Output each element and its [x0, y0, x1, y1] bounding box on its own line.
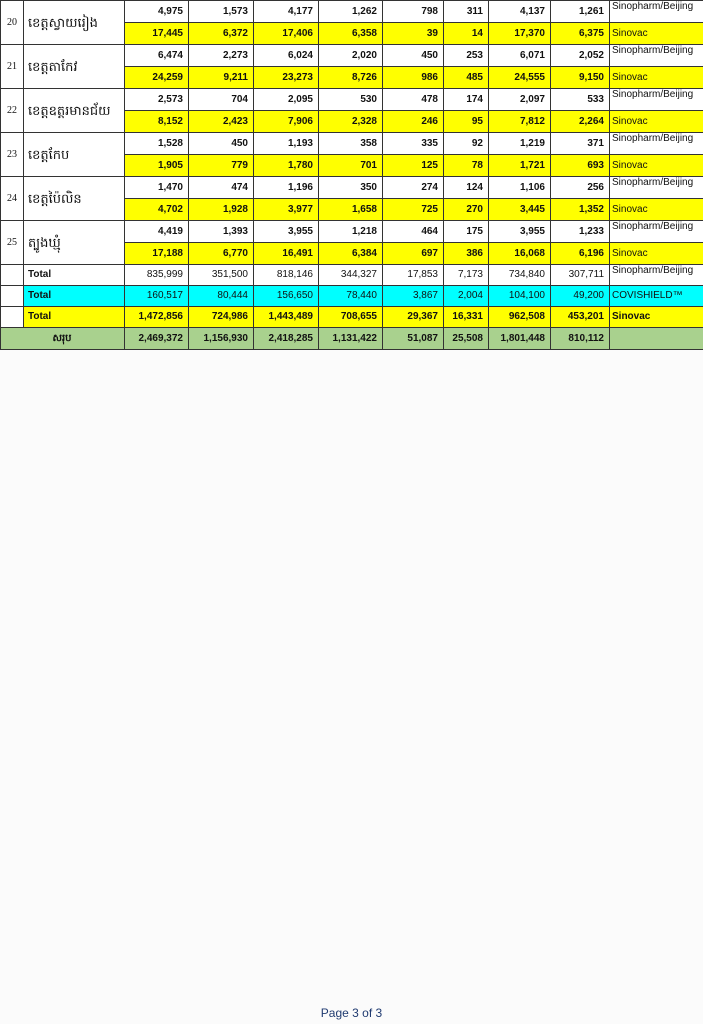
value-cell: 256: [551, 177, 610, 199]
table-row: [1, 45, 703, 67]
value-cell: 78: [444, 155, 489, 177]
value-cell: 3,955: [489, 221, 551, 243]
vaccine-label: COVISHIELD™: [610, 286, 703, 307]
value-cell: 25,508: [444, 328, 489, 350]
vaccine-label: Sinopharm/Beijing: [610, 177, 703, 199]
value-cell: 174: [444, 89, 489, 111]
value-cell: 1,262: [319, 1, 383, 23]
value-cell: 274: [383, 177, 444, 199]
value-cell: 3,445: [489, 199, 551, 221]
value-cell: 6,358: [319, 23, 383, 45]
value-cell: 1,658: [319, 199, 383, 221]
blank-cell: [1, 286, 24, 307]
province-name: ខេត្តស្វាយរៀង: [24, 1, 125, 45]
value-cell: 3,955: [254, 221, 319, 243]
value-cell: 1,470: [125, 177, 189, 199]
value-cell: 4,419: [125, 221, 189, 243]
value-cell: 17,188: [125, 243, 189, 265]
value-cell: 49,200: [551, 286, 610, 307]
value-cell: 358: [319, 133, 383, 155]
value-cell: 17,370: [489, 23, 551, 45]
value-cell: 311: [444, 1, 489, 23]
value-cell: 810,112: [551, 328, 610, 350]
value-cell: 7,906: [254, 111, 319, 133]
value-cell: 270: [444, 199, 489, 221]
value-cell: 4,702: [125, 199, 189, 221]
table-row: [1, 1, 703, 23]
value-cell: 798: [383, 1, 444, 23]
total-label: Total: [24, 307, 125, 328]
value-cell: 453,201: [551, 307, 610, 328]
total-row-sinopharm: [1, 265, 703, 286]
value-cell: 39: [383, 23, 444, 45]
value-cell: 24,555: [489, 67, 551, 89]
value-cell: 1,219: [489, 133, 551, 155]
value-cell: 697: [383, 243, 444, 265]
value-cell: 156,650: [254, 286, 319, 307]
value-cell: 818,146: [254, 265, 319, 286]
value-cell: 6,384: [319, 243, 383, 265]
value-cell: 1,721: [489, 155, 551, 177]
total-row-covishield: [1, 286, 703, 307]
table-row: [1, 221, 703, 243]
value-cell: 9,150: [551, 67, 610, 89]
total-label: Total: [24, 286, 125, 307]
value-cell: 533: [551, 89, 610, 111]
value-cell: 6,071: [489, 45, 551, 67]
province-number: 25: [1, 221, 24, 265]
value-cell: 474: [189, 177, 254, 199]
vaccination-table: [0, 0, 703, 350]
vaccine-label: Sinovac: [610, 199, 703, 221]
value-cell: 16,068: [489, 243, 551, 265]
table-row: [1, 177, 703, 199]
value-cell: 16,491: [254, 243, 319, 265]
value-cell: 1,443,489: [254, 307, 319, 328]
value-cell: 1,928: [189, 199, 254, 221]
vaccine-label: Sinovac: [610, 155, 703, 177]
value-cell: 1,218: [319, 221, 383, 243]
value-cell: 78,440: [319, 286, 383, 307]
value-cell: 17,853: [383, 265, 444, 286]
value-cell: 725: [383, 199, 444, 221]
value-cell: 253: [444, 45, 489, 67]
vaccine-label: Sinovac: [610, 243, 703, 265]
value-cell: 335: [383, 133, 444, 155]
blank-cell: [1, 307, 24, 328]
province-number: 24: [1, 177, 24, 221]
value-cell: 4,177: [254, 1, 319, 23]
value-cell: 3,977: [254, 199, 319, 221]
value-cell: 2,273: [189, 45, 254, 67]
blank-cell: [610, 328, 703, 350]
province-name: ត្បូងឃ្មុំ: [24, 221, 125, 265]
value-cell: 92: [444, 133, 489, 155]
value-cell: 6,372: [189, 23, 254, 45]
value-cell: 2,020: [319, 45, 383, 67]
value-cell: 3,867: [383, 286, 444, 307]
vaccine-label: Sinovac: [610, 23, 703, 45]
value-cell: 1,573: [189, 1, 254, 23]
value-cell: 1,905: [125, 155, 189, 177]
value-cell: 23,273: [254, 67, 319, 89]
value-cell: 351,500: [189, 265, 254, 286]
value-cell: 478: [383, 89, 444, 111]
vaccine-label: Sinovac: [610, 307, 703, 328]
value-cell: 530: [319, 89, 383, 111]
value-cell: 450: [189, 133, 254, 155]
province-name: ខេត្តឧត្តរមានជ័យ: [24, 89, 125, 133]
value-cell: 6,024: [254, 45, 319, 67]
value-cell: 125: [383, 155, 444, 177]
value-cell: 1,393: [189, 221, 254, 243]
value-cell: 1,261: [551, 1, 610, 23]
grand-total-label: សរុប: [1, 328, 125, 350]
value-cell: 2,264: [551, 111, 610, 133]
value-cell: 464: [383, 221, 444, 243]
value-cell: 386: [444, 243, 489, 265]
value-cell: 1,780: [254, 155, 319, 177]
province-name: ខេត្តប៉ៃលិន: [24, 177, 125, 221]
value-cell: 7,173: [444, 265, 489, 286]
total-label: Total: [24, 265, 125, 286]
value-cell: 6,474: [125, 45, 189, 67]
total-row-sinovac: [1, 307, 703, 328]
grand-total-row: [1, 328, 703, 350]
value-cell: 8,152: [125, 111, 189, 133]
province-number: 23: [1, 133, 24, 177]
value-cell: 16,331: [444, 307, 489, 328]
province-number: 21: [1, 45, 24, 89]
value-cell: 708,655: [319, 307, 383, 328]
province-number: 22: [1, 89, 24, 133]
page-footer: Page 3 of 3: [320, 1006, 383, 1020]
value-cell: 2,004: [444, 286, 489, 307]
value-cell: 450: [383, 45, 444, 67]
value-cell: 704: [189, 89, 254, 111]
value-cell: 701: [319, 155, 383, 177]
value-cell: 344,327: [319, 265, 383, 286]
value-cell: 104,100: [489, 286, 551, 307]
value-cell: 246: [383, 111, 444, 133]
vaccine-label: Sinopharm/Beijing: [610, 221, 703, 243]
value-cell: 350: [319, 177, 383, 199]
value-cell: 1,472,856: [125, 307, 189, 328]
province-number: 20: [1, 1, 24, 45]
value-cell: 4,137: [489, 1, 551, 23]
value-cell: 2,097: [489, 89, 551, 111]
value-cell: 6,196: [551, 243, 610, 265]
vaccine-label: Sinopharm/Beijing: [610, 45, 703, 67]
province-name: ខេត្តតាកែវ: [24, 45, 125, 89]
value-cell: 2,469,372: [125, 328, 189, 350]
value-cell: 307,711: [551, 265, 610, 286]
table-row: [1, 133, 703, 155]
value-cell: 17,445: [125, 23, 189, 45]
value-cell: 6,770: [189, 243, 254, 265]
value-cell: 175: [444, 221, 489, 243]
vaccine-label: Sinopharm/Beijing: [610, 133, 703, 155]
value-cell: 17,406: [254, 23, 319, 45]
value-cell: 693: [551, 155, 610, 177]
value-cell: 2,095: [254, 89, 319, 111]
value-cell: 24,259: [125, 67, 189, 89]
value-cell: 51,087: [383, 328, 444, 350]
value-cell: 1,233: [551, 221, 610, 243]
value-cell: 6,375: [551, 23, 610, 45]
value-cell: 962,508: [489, 307, 551, 328]
value-cell: 29,367: [383, 307, 444, 328]
value-cell: 485: [444, 67, 489, 89]
value-cell: 80,444: [189, 286, 254, 307]
value-cell: 2,423: [189, 111, 254, 133]
value-cell: 986: [383, 67, 444, 89]
value-cell: 2,418,285: [254, 328, 319, 350]
value-cell: 1,193: [254, 133, 319, 155]
value-cell: 7,812: [489, 111, 551, 133]
value-cell: 2,573: [125, 89, 189, 111]
value-cell: 371: [551, 133, 610, 155]
province-name: ខេត្តកែប: [24, 133, 125, 177]
value-cell: 9,211: [189, 67, 254, 89]
value-cell: 1,352: [551, 199, 610, 221]
value-cell: 160,517: [125, 286, 189, 307]
value-cell: 734,840: [489, 265, 551, 286]
blank-cell: [1, 265, 24, 286]
value-cell: 1,156,930: [189, 328, 254, 350]
value-cell: 1,801,448: [489, 328, 551, 350]
vaccine-label: Sinovac: [610, 67, 703, 89]
vaccine-label: Sinovac: [610, 111, 703, 133]
table-row: [1, 89, 703, 111]
value-cell: 724,986: [189, 307, 254, 328]
value-cell: 1,106: [489, 177, 551, 199]
vaccine-label: Sinopharm/Beijing: [610, 89, 703, 111]
value-cell: 1,528: [125, 133, 189, 155]
value-cell: 2,328: [319, 111, 383, 133]
value-cell: 4,975: [125, 1, 189, 23]
value-cell: 14: [444, 23, 489, 45]
vaccine-label: Sinopharm/Beijing: [610, 1, 703, 23]
value-cell: 8,726: [319, 67, 383, 89]
value-cell: 779: [189, 155, 254, 177]
vaccine-label: Sinopharm/Beijing: [610, 265, 703, 286]
value-cell: 1,131,422: [319, 328, 383, 350]
value-cell: 1,196: [254, 177, 319, 199]
value-cell: 95: [444, 111, 489, 133]
value-cell: 835,999: [125, 265, 189, 286]
value-cell: 2,052: [551, 45, 610, 67]
value-cell: 124: [444, 177, 489, 199]
